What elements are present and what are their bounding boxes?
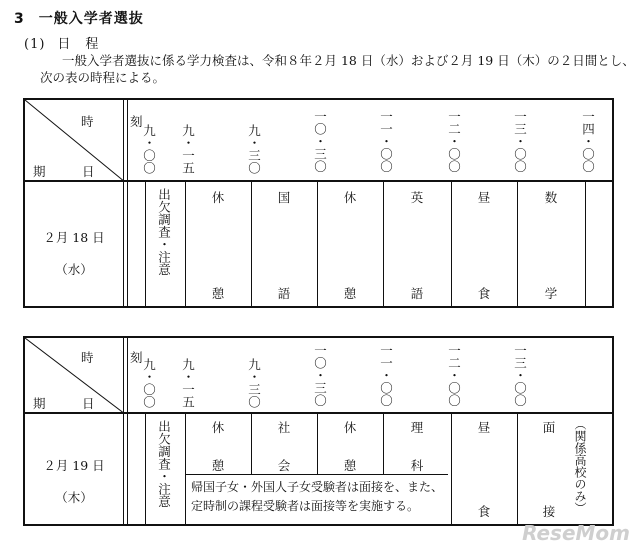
day1-date-text: ２月 18 日 xyxy=(43,230,105,245)
day2-attendance: 出欠調査・注意 xyxy=(156,420,172,508)
day1-math-top: 数 xyxy=(544,190,558,205)
day2-science-top: 理 xyxy=(410,420,424,435)
day1-english-bottom: 語 xyxy=(410,286,424,301)
time-tick: 九・三〇 xyxy=(246,358,262,408)
time-tick: 九・〇〇 xyxy=(141,358,157,408)
remark-line-1: 帰国子女・外国人子女受験者は面接を、また、 xyxy=(191,480,444,494)
col-divider xyxy=(585,180,586,306)
day1-attendance: 出欠調査・注意 xyxy=(156,188,172,276)
section-heading xyxy=(14,8,144,28)
subsection-number: (1) xyxy=(24,37,46,52)
section-title: 一般入学者選抜 xyxy=(38,11,144,27)
remark-line-2: 定時制の課程受験者は面接等を実施する。 xyxy=(191,499,420,513)
schedule-table-day1 xyxy=(23,98,614,308)
header-date-label: 期 日 xyxy=(33,164,107,179)
day2-social-bottom: 会 xyxy=(277,458,291,473)
day2-remark xyxy=(191,478,443,516)
paragraph-line-1: 一般入学者選抜に係る学力検査は、令和８年２月 18 日（水）および２月 19 日（木）の２日間とし、 xyxy=(62,53,635,68)
day1-break1-top: 休 xyxy=(211,190,225,205)
day1-japanese-top: 国 xyxy=(277,190,291,205)
paragraph-line-2: 次の表の時程による。 xyxy=(40,70,166,85)
time-tick: 九・一五 xyxy=(180,124,196,174)
date-col-divider xyxy=(123,100,128,306)
day2-date-text: ２月 19 日 xyxy=(43,458,105,473)
day1-break1-bottom: 憩 xyxy=(211,286,225,301)
day2-lunch-bottom: 食 xyxy=(477,504,491,519)
day1-english-top: 英 xyxy=(410,190,424,205)
day2-break1-top: 休 xyxy=(211,420,225,435)
time-tick: 一〇・三〇 xyxy=(312,110,328,173)
day2-lunch-top: 昼 xyxy=(477,420,491,435)
time-tick: 一三・〇〇 xyxy=(512,344,528,407)
header-time-label: 時 刻 xyxy=(81,350,155,365)
header-date-label: 期 日 xyxy=(33,396,107,411)
day1-break2-bottom: 憩 xyxy=(343,286,357,301)
subsection-heading xyxy=(24,33,99,52)
header-time-label: 時 刻 xyxy=(81,114,155,129)
gap-divider xyxy=(145,412,146,524)
day2-interview-top: 面 xyxy=(542,420,556,435)
time-tick: 一二・〇〇 xyxy=(446,110,462,173)
header-divider xyxy=(25,180,612,182)
time-tick: 九・〇〇 xyxy=(141,124,157,174)
time-tick: 一四・〇〇 xyxy=(580,110,596,173)
day1-japanese-bottom: 語 xyxy=(277,286,291,301)
day2-interview-bottom: 接 xyxy=(542,504,556,519)
subsection-title: 日 程 xyxy=(57,37,100,52)
time-tick: 九・一五 xyxy=(180,358,196,408)
time-tick: 一一・〇〇 xyxy=(378,344,394,407)
col-divider xyxy=(517,412,518,524)
day1-lunch-bottom: 食 xyxy=(477,286,491,301)
day1-weekday: （水） xyxy=(55,262,93,277)
header-divider xyxy=(25,412,612,414)
day2-weekday: （木） xyxy=(55,490,93,505)
day2-science-bottom: 科 xyxy=(410,458,424,473)
time-tick: 一一・〇〇 xyxy=(378,110,394,173)
schedule-table-day2 xyxy=(23,336,614,526)
day2-social-top: 社 xyxy=(277,420,291,435)
day1-lunch-top: 昼 xyxy=(477,190,491,205)
intro-paragraph xyxy=(40,52,635,86)
day2-date xyxy=(25,456,123,506)
section-number: 3 xyxy=(14,11,25,27)
day2-break2-top: 休 xyxy=(343,420,357,435)
day1-break2-top: 休 xyxy=(343,190,357,205)
day1-date xyxy=(25,228,123,278)
gap-divider xyxy=(145,180,146,306)
day2-interview-note: （関係高校のみ） xyxy=(573,418,587,514)
day2-break1-bottom: 憩 xyxy=(211,458,225,473)
day2-break2-bottom: 憩 xyxy=(343,458,357,473)
time-tick: 九・三〇 xyxy=(246,124,262,174)
date-col-divider xyxy=(123,338,128,524)
time-tick: 一二・〇〇 xyxy=(446,344,462,407)
remark-divider xyxy=(185,474,448,475)
day1-math-bottom: 学 xyxy=(544,286,558,301)
time-tick: 一〇・三〇 xyxy=(312,344,328,407)
time-tick: 一三・〇〇 xyxy=(512,110,528,173)
watermark-logo: ReseMom xyxy=(522,521,630,545)
